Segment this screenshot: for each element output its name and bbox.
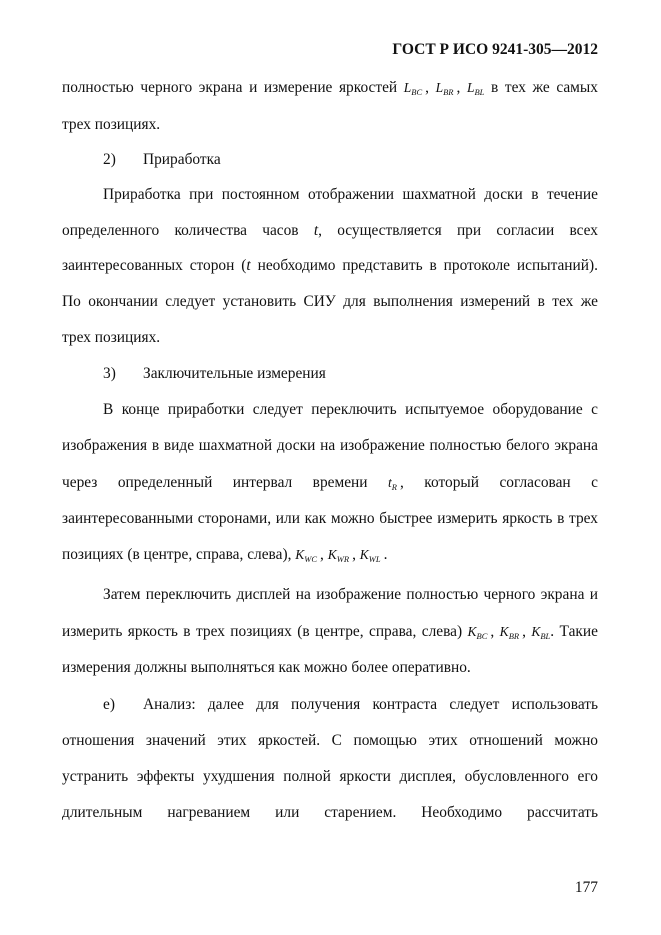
text-line: трех позициях.	[62, 116, 161, 133]
formula-punctuation: ,	[490, 623, 495, 640]
text-line: длительным нагреванием или старением. Необходимо рассчитать	[62, 804, 598, 821]
text-fragment: позициях (в центре, справа, слева),	[62, 546, 292, 563]
formula-punctuation: ,	[352, 546, 356, 563]
formula	[468, 623, 495, 640]
formula-symbol: L	[466, 80, 475, 95]
formula	[531, 623, 554, 640]
formula	[436, 79, 461, 96]
text-line: измерения должны выполняться как можно более оперативно.	[62, 659, 471, 676]
formula-symbol: K	[359, 547, 369, 562]
section-heading: Приработка	[143, 151, 221, 168]
text-fragment: в тех же самых	[490, 79, 598, 96]
text-line: В конце приработки следует переключить испытуемое оборудование с	[103, 401, 598, 418]
formula	[328, 546, 356, 563]
text-line: По окончании следует установить СИУ для выполнения измерений в тех же	[62, 293, 598, 310]
text-line	[62, 78, 598, 98]
formula-symbol: t	[388, 475, 392, 490]
text-fragment: заинтересованных сторон (	[62, 257, 247, 274]
text-line	[62, 473, 598, 493]
text-line	[62, 256, 598, 276]
text-line: Затем переключить дисплей на изображение полностью черного экрана и	[103, 586, 598, 603]
list-marker: е)	[103, 696, 115, 713]
text-fragment: полностью черного экрана и измерение яркостей	[62, 79, 398, 96]
formula	[295, 546, 324, 563]
formula-symbol: L	[403, 80, 412, 95]
text-line: заинтересованными сторонами, или как можно быстрее измерить яркость в трех	[62, 510, 598, 527]
formula	[467, 79, 484, 96]
text-line	[62, 221, 598, 241]
formula-subscript: WL	[368, 554, 381, 564]
formula-punctuation: .	[383, 546, 388, 563]
text-fragment: определенного количества часов	[62, 222, 299, 239]
text-line: Приработка при постоянном отображении шахматной доски в течение	[103, 186, 598, 203]
variable-t: t	[313, 222, 319, 239]
formula	[360, 546, 388, 563]
text-fragment: Такие	[559, 623, 598, 640]
text-fragment: , осуществляется при согласии всех	[318, 222, 598, 239]
variable-t: t	[246, 257, 251, 274]
formula-symbol: K	[531, 624, 541, 639]
formula-subscript: R	[391, 482, 397, 492]
list-marker: 3)	[103, 365, 116, 382]
formula-subscript: BL	[474, 87, 485, 97]
formula-punctuation: .	[550, 623, 555, 640]
text-line: трех позициях.	[62, 329, 161, 346]
text-line: Анализ: далее для получения контраста следует использовать	[143, 696, 598, 713]
text-line	[62, 622, 598, 642]
formula-symbol: K	[327, 547, 337, 562]
formula	[404, 79, 429, 96]
formula-subscript: WC	[304, 554, 318, 564]
section-heading: Заключительные измерения	[143, 365, 326, 382]
formula-subscript: BC	[411, 87, 423, 97]
formula	[500, 623, 526, 640]
formula-punctuation: ,	[456, 79, 461, 96]
formula-subscript: BC	[476, 631, 488, 641]
formula	[388, 474, 404, 491]
formula-symbol: K	[467, 624, 477, 639]
formula-symbol: L	[435, 80, 444, 95]
formula-punctuation: ,	[522, 623, 526, 640]
text-fragment: через определенный интервал времени	[62, 474, 368, 491]
formula-punctuation: ,	[425, 79, 429, 96]
text-fragment: который согласован с	[424, 474, 598, 491]
text-fragment: необходимо представить в протоколе испытаний).	[250, 257, 598, 274]
formula-punctuation: ,	[320, 546, 324, 563]
formula-subscript: WR	[336, 554, 350, 564]
list-marker: 2)	[103, 151, 116, 168]
text-line: изображения в виде шахматной доски на изображение полностью белого экрана	[62, 437, 598, 454]
text-line: устранить эффекты ухудшения полной яркости дисплея, обусловленного его	[62, 768, 598, 785]
formula-subscript: BR	[508, 631, 520, 641]
text-line	[62, 545, 598, 565]
formula-symbol: K	[295, 547, 305, 562]
formula-subscript: BR	[443, 87, 454, 97]
formula-subscript: BL	[540, 631, 551, 641]
running-header: ГОСТ Р ИСО 9241-305—2012	[392, 41, 598, 58]
page-number: 177	[574, 879, 598, 896]
text-fragment: измерить яркость в трех позициях (в центре, справа, слева)	[62, 623, 463, 640]
formula-symbol: K	[499, 624, 509, 639]
formula-punctuation: ,	[399, 474, 404, 491]
text-line: отношения значений этих яркостей. С помощью этих отношений можно	[62, 732, 598, 749]
